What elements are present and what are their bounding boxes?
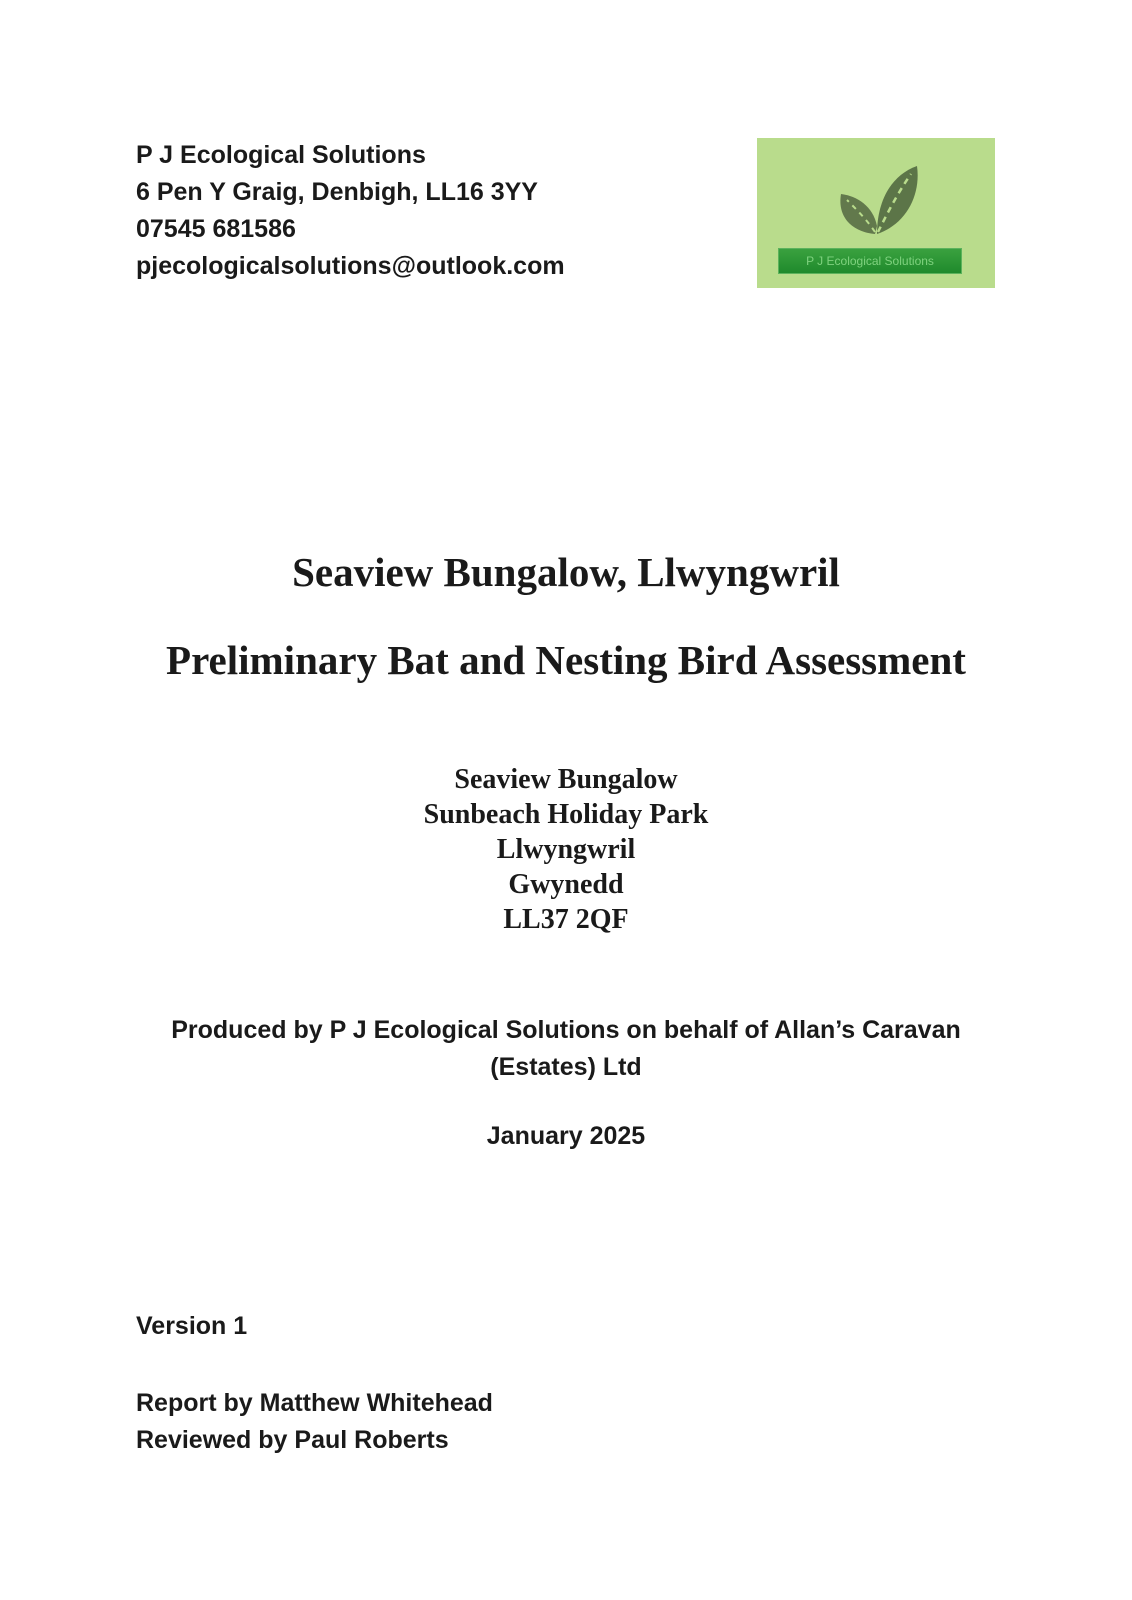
version-label: Version 1 xyxy=(136,1312,248,1340)
produced-by xyxy=(0,1012,1132,1086)
company-details xyxy=(136,137,565,285)
address-line: Gwynedd xyxy=(508,869,624,900)
produced-by-line: (Estates) Ltd xyxy=(490,1053,642,1081)
produced-by-line: Produced by P J Ecological Solutions on behalf of Allan’s Caravan xyxy=(171,1016,961,1044)
report-title: Preliminary Bat and Nesting Bird Assessment xyxy=(166,637,966,683)
company-phone: 07545 681586 xyxy=(136,215,296,243)
company-email: pjecologicalsolutions@outlook.com xyxy=(136,252,565,280)
address-line: LL37 2QF xyxy=(503,904,629,935)
report-reviewer: Reviewed by Paul Roberts xyxy=(136,1426,449,1454)
leaf-icon xyxy=(831,160,921,240)
report-title-location: Seaview Bungalow, Llwyngwril xyxy=(292,549,840,595)
address-line: Seaview Bungalow xyxy=(454,764,678,795)
logo-banner-text: P J Ecological Solutions xyxy=(778,248,962,274)
site-address xyxy=(0,762,1132,937)
report-credits xyxy=(136,1385,493,1459)
address-line: Llwyngwril xyxy=(496,834,636,865)
company-address: 6 Pen Y Graig, Denbigh, LL16 3YY xyxy=(136,178,538,206)
company-logo xyxy=(757,138,995,288)
report-date: January 2025 xyxy=(486,1122,646,1150)
report-author: Report by Matthew Whitehead xyxy=(136,1389,493,1417)
address-line: Sunbeach Holiday Park xyxy=(423,799,709,830)
company-name: P J Ecological Solutions xyxy=(136,141,426,169)
